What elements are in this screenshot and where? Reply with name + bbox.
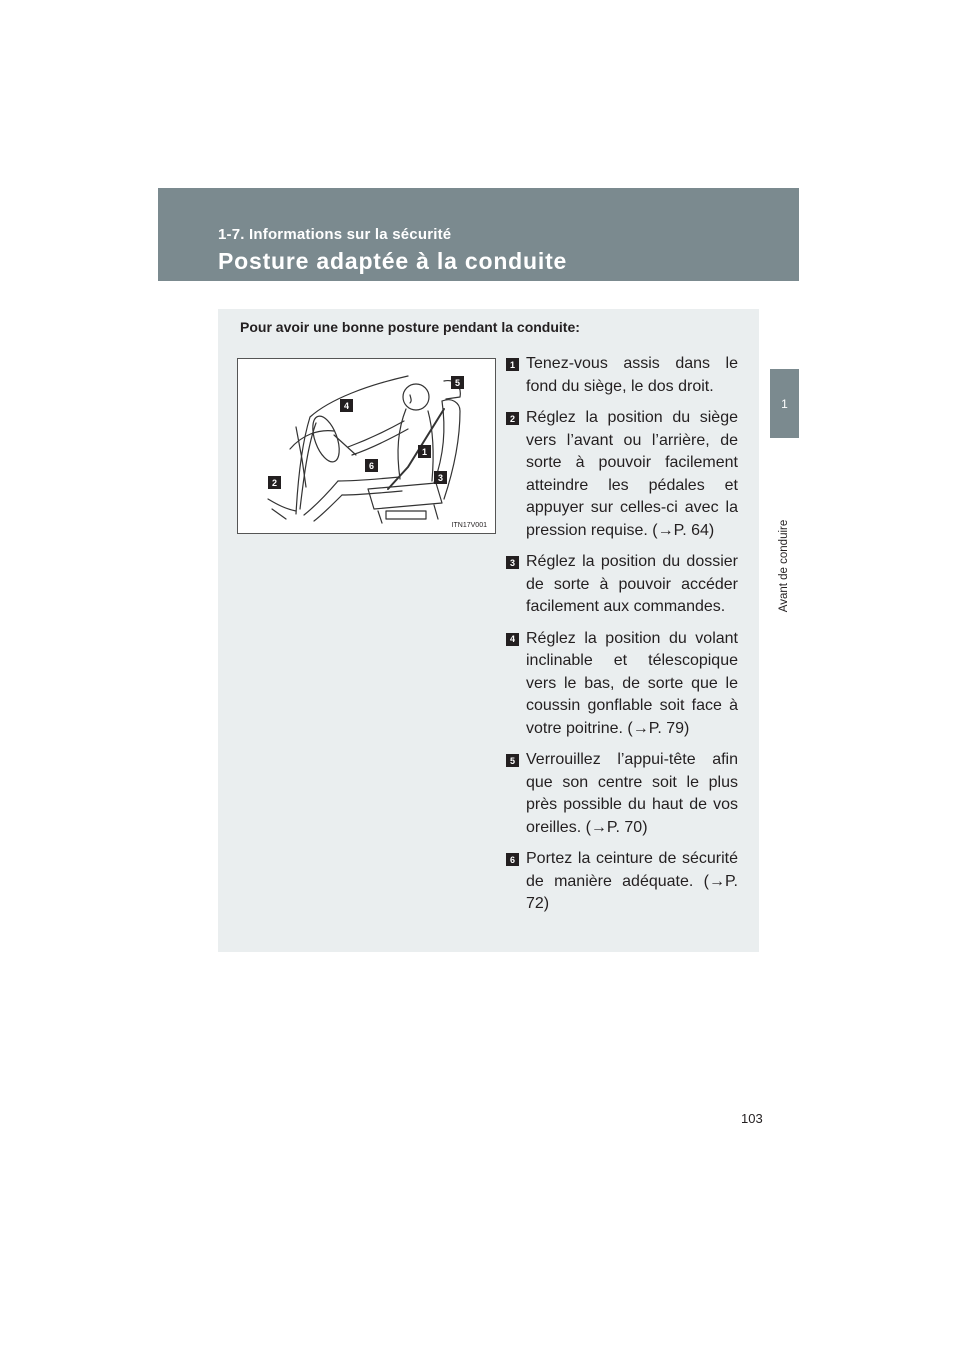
step-text: Tenez-vous assis dans le fond du siège, le dos droit. [526,355,738,395]
list-item [506,407,738,542]
svg-text:5: 5 [454,378,461,388]
driving-posture-illustration [237,358,496,534]
chapter-tab [770,369,799,438]
section-label: 1-7. Informations sur la sécurité [218,226,452,243]
svg-text:3: 3 [437,473,444,483]
list-item [506,551,738,619]
figure-label: ITN17V001 [451,522,487,529]
svg-text:1: 1 [421,447,428,457]
step-text: Réglez la position du dossier de sorte à pouvoir accéder facilement aux commandes. [526,553,738,615]
svg-text:2: 2 [271,478,278,488]
step-number-badge: 2 [506,412,519,425]
posture-steps [506,353,738,925]
driver-seat-drawing [238,359,495,533]
step-number-badge: 3 [506,556,519,569]
content-panel [218,309,759,952]
step-number-badge: 6 [506,853,519,866]
chapter-number: 1 [781,396,788,411]
step-number-badge: 4 [506,633,519,646]
step-text: Verrouillez l’appui-tête afin que son centre soit le plus près possible du haut de vos oreilles. (→P. 70) [526,751,738,836]
step-text: Réglez la position du siège vers l’avant ou l’arrière, de sorte à pouvoir facilement atteindre les pédales et appuyer sur celles-ci avec la pression requise. (→P. 64) [526,409,738,539]
page-title: Posture adaptée à la conduite [218,248,568,274]
list-item [506,848,738,916]
svg-text:4: 4 [343,401,350,411]
list-item [506,353,738,398]
svg-text:6: 6 [368,461,375,471]
list-item [506,628,738,741]
chapter-title: Avant de conduire [778,519,790,613]
intro-text: Pour avoir une bonne posture pendant la conduite: [240,319,580,335]
list-item [506,749,738,839]
step-text: Portez la ceinture de sécurité de manière adéquate. (→P. 72) [526,850,738,912]
chapter-header [158,188,799,281]
step-text: Réglez la position du volant inclinable et télescopique vers le bas, de sorte que le coussin gonflable soit face à votre poitrine. (→P. 79) [526,629,738,737]
page-number: 103 [741,1111,763,1126]
step-number-badge: 1 [506,358,519,371]
step-number-badge: 5 [506,754,519,767]
